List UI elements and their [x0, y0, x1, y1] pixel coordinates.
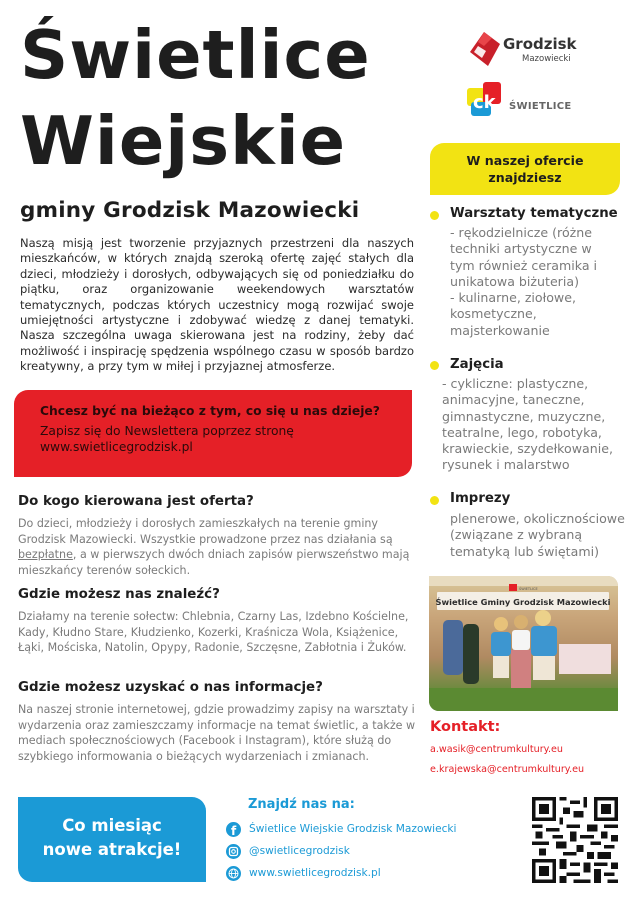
offer-line: tym również ceramika i [450, 257, 598, 273]
section-heading-locations: Gdzie możesz nas znaleźć? [18, 587, 220, 602]
offer-line: - rękodzielnicze (różne [450, 225, 592, 240]
grodzisk-logo [470, 32, 580, 72]
offer-line: krawieckie, szydełkowanie, [442, 441, 613, 457]
photo-banner-text: Świetlice Gminy Grodzisk Mazowiecki [435, 597, 611, 607]
offer-heading-events: Imprezy [450, 491, 511, 506]
subtitle: gminy Grodzisk Mazowiecki [20, 198, 360, 223]
offer-line: rysunek i malarstwo [442, 457, 570, 473]
offer-box-line2: znajdziesz [488, 170, 562, 185]
instagram-link[interactable] [226, 843, 350, 859]
offer-line: - cykliczne: plastyczne, [442, 376, 589, 391]
website-link-text: www.swietlicegrodzisk.pl [249, 867, 381, 879]
audience-text-after: , a w pierwszych dwóch dniach zapisów pierwszeństwo mają mieszkańcy terenów sołeckich. [18, 548, 410, 577]
offer-line: (związane z wybraną [450, 527, 583, 543]
offer-line: techniki artystyczne w [450, 241, 592, 257]
section-text-locations: Działamy na terenie sołectw: Chlebnia, Czarny Las, Izdebno Kościelne, Kady, Kłudno Stare, Kłudzienko, Kozerki, Kraśnicza Wola, Książenice, Łąki, Mościska, Natolin, Opypy, Radonie, Szczęsne, Zabłotnia i Żuków. [18, 610, 409, 655]
bullet-icon [430, 361, 439, 370]
instagram-link-text: @swietlicegrodzisk [249, 845, 350, 857]
grodzisk-logo-sub: Mazowiecki [522, 54, 571, 64]
section-text-info: Na naszej stronie internetowej, gdzie prowadzimy zapisy na warsztaty i wydarzenia oraz zamieszczamy informacje na temat świetlic, a także w mediach społecznościowych (Facebook i Instagram), które służą do szybkiego informowania o bieżących wydarzeniach i zmianach. [18, 703, 416, 763]
grodzisk-logo-icon [470, 32, 500, 66]
bullet-icon [430, 211, 439, 220]
offer-list-classes [442, 376, 622, 474]
offer-line: teatralne, lego, robotyka, [442, 424, 602, 440]
newsletter-text: Zapisz się do Newslettera poprzez stronę [40, 424, 294, 438]
photo-scene [429, 576, 618, 711]
section-text-audience [18, 516, 418, 578]
svg-text:ck: ck [473, 92, 496, 113]
title-line-1: Świetlice [20, 16, 371, 94]
newsletter-question: Chcesz być na bieżąco z tym, co się u nas dzieje? [40, 404, 380, 418]
ck-logo-name: ŚWIETLICE [509, 101, 572, 112]
newsletter-box [14, 390, 412, 477]
audience-text-before: Do dzieci, młodzieży i dorosłych zamieszkałych na terenie gminy Grodzisk Mazowiecki. Wszystkie prowadzone przez nas działania są [18, 517, 393, 546]
offer-heading-classes: Zajęcia [450, 357, 504, 372]
facebook-icon [226, 822, 241, 837]
offer-line: kosmetyczne, [450, 306, 537, 322]
offer-list-workshops [450, 225, 630, 339]
photo-banner-logo: ŚWIETLICE [519, 587, 538, 591]
offer-line: majsterkowanie [450, 322, 550, 338]
website-link[interactable] [226, 865, 381, 881]
find-us-heading: Znajdź nas na: [248, 797, 355, 812]
offer-line: - kulinarne, ziołowe, [450, 290, 576, 306]
promo-line1: Co miesiąc [62, 816, 162, 835]
offer-line: unikatowa biżuteria) [450, 273, 579, 289]
grodzisk-logo-name: Grodzisk [503, 35, 577, 53]
offer-line: gimnastyczne, muzyczne, [442, 408, 606, 424]
event-photo [429, 576, 618, 711]
promo-line2: nowe atrakcje! [42, 840, 182, 859]
section-heading-info: Gdzie możesz uzyskać o nas informacje? [18, 680, 323, 695]
offer-box-line1: W naszej ofercie [466, 153, 584, 168]
ck-logo [467, 82, 577, 118]
offer-box [430, 143, 620, 195]
instagram-icon [226, 844, 241, 859]
free-emphasis: bezpłatne [18, 548, 73, 562]
svg-text:f: f [231, 823, 237, 837]
ck-logo-icon [467, 82, 503, 118]
bullet-icon [430, 496, 439, 505]
offer-list-events [450, 511, 630, 560]
offer-line: tematyką lub świętami) [450, 543, 599, 559]
facebook-link[interactable] [226, 821, 457, 837]
contact-email-2[interactable]: e.krajewska@centrumkultury.eu [430, 764, 585, 775]
offer-line: animacyjne, taneczne, [442, 392, 585, 408]
contact-heading: Kontakt: [430, 719, 501, 735]
newsletter-link[interactable]: www.swietlicegrodzisk.pl [40, 440, 193, 454]
section-heading-audience: Do kogo kierowana jest oferta? [18, 494, 254, 509]
offer-line: plenerowe, okolicznościowe [450, 511, 625, 526]
monthly-promo-box [18, 797, 206, 882]
intro-paragraph: Naszą misją jest tworzenie przyjaznych przestrzeni dla naszych mieszkańców, w których znajdą szeroką ofertę zajęć stałych dla dzieci, młodzieży i dorosłych, odbywających się od poniedziałku do piątku, oraz organizowanie weekendowych warsztatów tematycznych, podczas których uczestnicy mogą rozwijać swoje umiejętności artystyczne i zdobywać wiedzę z danej tematyki. Nasza szczególna uwaga skierowana jest na rodziny, żeby dać możliwość i inspirację spędzenia wspólnego czasu w sposób bardzo kreatywny, a przy tym w miłej i przyjaznej atmosferze. [20, 236, 414, 374]
contact-email-1[interactable]: a.wasik@centrumkultury.eu [430, 744, 563, 755]
qr-code[interactable] [532, 797, 618, 883]
offer-heading-workshops: Warsztaty tematyczne [450, 206, 618, 221]
title-line-2: Wiejskie [20, 102, 347, 180]
facebook-link-text: Świetlice Wiejskie Grodzisk Mazowiecki [249, 823, 457, 835]
globe-icon [226, 866, 241, 881]
